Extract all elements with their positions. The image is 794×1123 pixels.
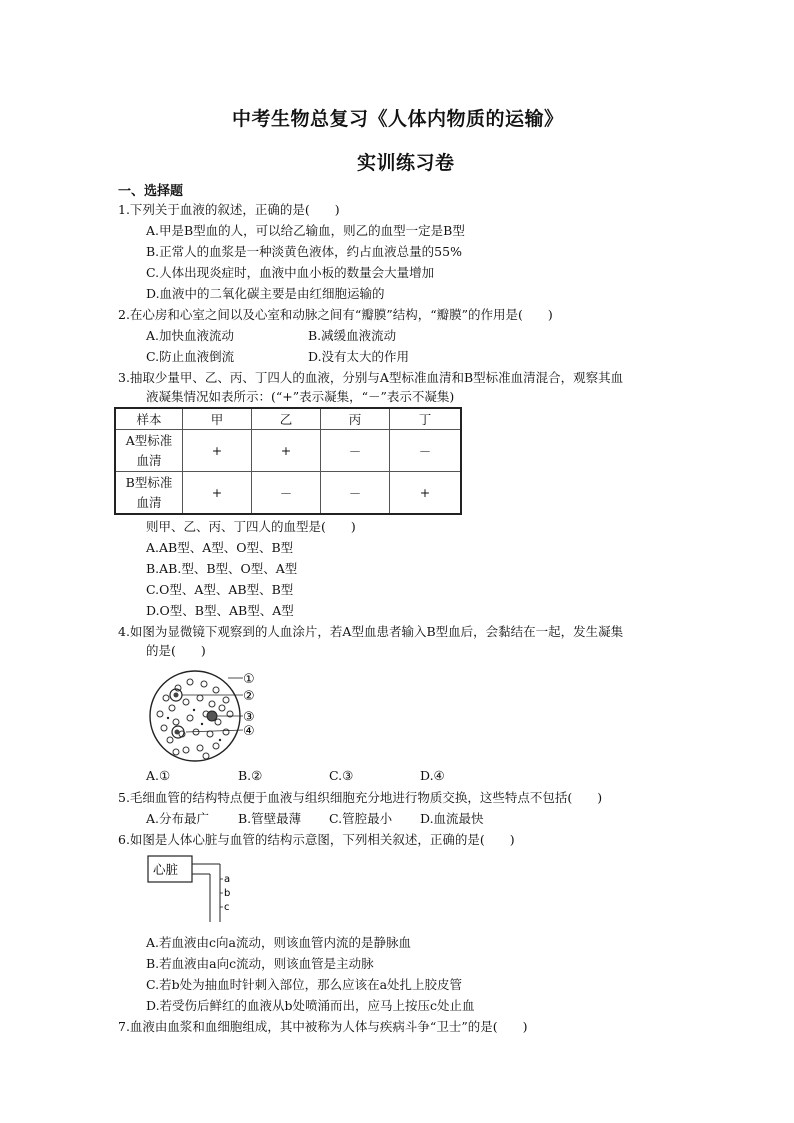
question-1-option-d: D.血液中的二氧化碳主要是由红细胞运输的 [146,286,385,301]
question-3-stem-line1: 3.抽取少量甲、乙、丙、丁四人的血液，分别与A型标准血清和B型标准血清混合，观察其血 [118,370,624,385]
question-3-option-a: A.AB型、A型、O型、B型 [146,540,294,555]
question-5-option-d: D.血流最快 [420,811,484,826]
table-cell: － [320,472,389,515]
question-4-option-d: D.④ [420,768,445,783]
heart-vessel-figure [146,852,246,924]
question-1-option-a: A.甲是B型血的人，可以给乙输血，则乙的血型一定是B型 [146,223,465,238]
question-4-option-a: A.① [146,768,171,783]
figure-label: ② [243,689,255,704]
question-6-option-b: B.若血液由a向c流动，则该血管是主动脉 [146,956,374,971]
blood-agglutination-table [114,407,462,515]
table-header-row [115,408,461,430]
table-row [115,430,461,472]
figure-label: ③ [243,710,255,725]
table-header-cell: 丁 [389,408,461,430]
row-label-line: A型标准 [125,432,173,448]
vessel-label-a: a [224,874,231,885]
question-5-option-b: B.管壁最薄 [238,811,302,826]
table-cell: － [320,430,389,472]
table-cell: － [251,472,320,515]
table-cell: + [251,430,320,472]
table-header-cell: 乙 [251,408,320,430]
question-7-stem: 7.血液由血浆和血细胞组成，其中被称为人体与疾病斗争“卫士”的是( ) [118,1019,528,1034]
question-6-stem: 6.如图是人体心脏与血管的结构示意图，下列相关叙述，正确的是( ) [118,832,515,847]
question-4-stem-line1: 4.如图为显微镜下观察到的人血涂片，若A型血患者输入B型血后，会黏结在一起，发生凝集 [118,624,624,639]
question-2-option-d: D.没有太大的作用 [308,349,410,364]
blood-smear-figure [146,668,276,768]
question-3-option-b: B.AB.型、B型、O型、A型 [146,561,298,576]
question-1-option-b: B.正常人的血浆是一种淡黄色液体，约占血液总量的55% [146,244,462,259]
question-2-stem: 2.在心房和心室之间以及心室和动脉之间有“瓣膜”结构，“瓣膜”的作用是( ) [118,307,553,322]
table-header-cell: 甲 [183,408,252,430]
vessel-label-b: b [224,888,231,899]
question-4-option-b: B.② [238,768,263,783]
table-cell: + [183,430,252,472]
table-row [115,472,461,515]
question-6-option-c: C.若b处为抽血时针刺入部位，那么应该在a处扎上胶皮管 [146,977,463,992]
question-4-stem-line2: 的是( ) [146,643,206,658]
question-4-option-c: C.③ [329,768,354,783]
question-5-option-a: A.分布最广 [146,811,210,826]
row-label-line: 血清 [136,494,162,510]
question-3-stem-line2: 液凝集情况如表所示：(“+”表示凝集，“－”表示不凝集) [146,389,455,404]
table-header-cell: 丙 [320,408,389,430]
table-cell: + [183,472,252,515]
heart-box-label: 心脏 [153,862,179,877]
question-2-option-a: A.加快血液流动 [146,328,235,343]
question-5-option-c: C.管腔最小 [329,811,393,826]
question-6-option-d: D.若受伤后鲜红的血液从b处喷涌而出，应马上按压c处止血 [146,998,475,1013]
question-1-option-c: C.人体出现炎症时，血液中血小板的数量会大量增加 [146,265,435,280]
table-cell: － [389,430,461,472]
figure-label: ④ [243,724,255,739]
row-label [115,430,183,472]
page-subtitle: 实训练习卷 [357,152,455,174]
section-heading: 一、选择题 [118,184,184,199]
question-3-option-c: C.O型、A型、AB型、B型 [146,582,294,597]
figure-label: ① [243,672,255,687]
row-label-line: 血清 [136,452,162,468]
question-1-stem: 1.下列关于血液的叙述，正确的是( ) [118,202,340,217]
row-label-line: B型标准 [125,474,173,490]
question-6-option-a: A.若血液由c向a流动，则该血管内流的是静脉血 [146,935,411,950]
question-3-option-d: D.O型、B型、AB型、A型 [146,603,294,618]
page-title: 中考生物总复习《人体内物质的运输》 [232,108,564,130]
row-label [115,472,183,515]
table-header-cell: 样本 [115,408,183,430]
question-2-option-b: B.减缓血液流动 [308,328,397,343]
table-cell: + [389,472,461,515]
question-3-follow: 则甲、乙、丙、丁四人的血型是( ) [146,519,356,534]
question-2-option-c: C.防止血液倒流 [146,349,235,364]
vessel-label-c: c [224,902,230,913]
question-5-stem: 5.毛细血管的结构特点便于血液与组织细胞充分地进行物质交换，这些特点不包括( ) [118,790,603,805]
